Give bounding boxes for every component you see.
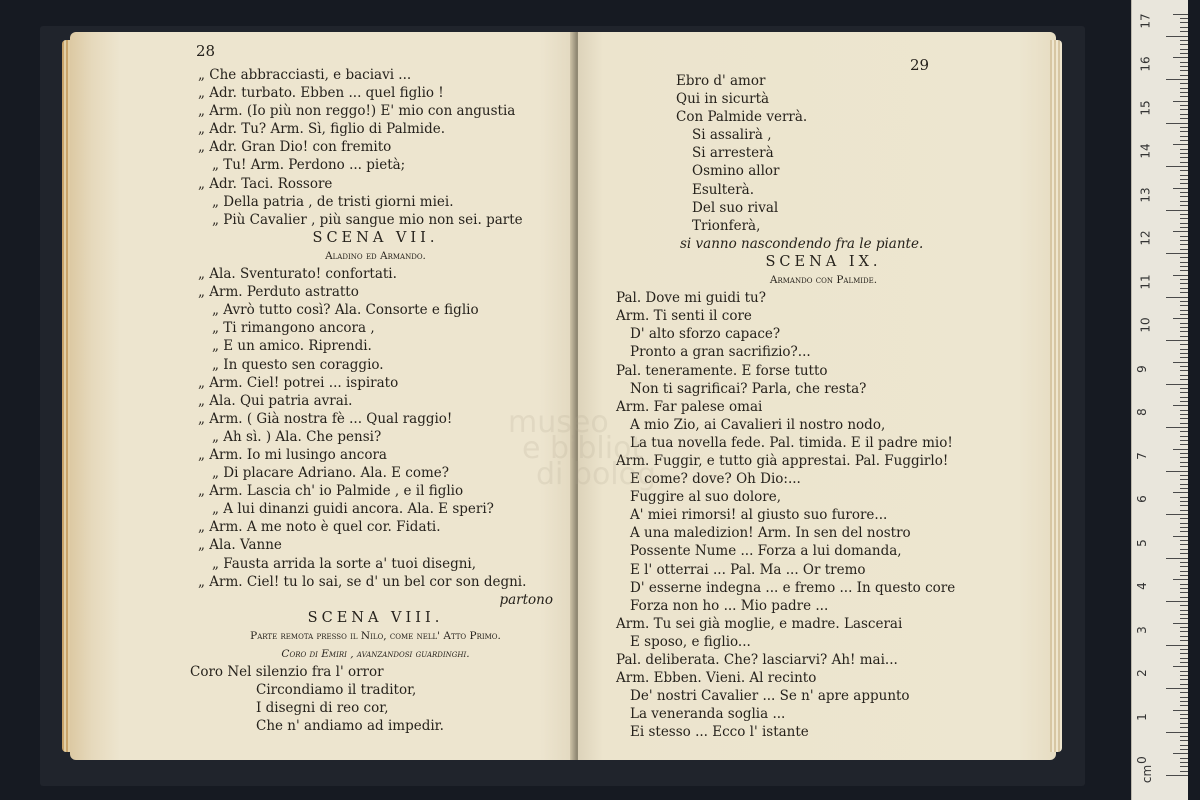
ruler-tick	[1180, 44, 1188, 45]
ruler-tick	[1180, 505, 1188, 506]
measurement-ruler	[1131, 0, 1188, 800]
text-line: „ Arm. Io mi lusingo ancora	[198, 446, 387, 463]
text-line: „ Tu! Arm. Perdono ... pietà;	[212, 157, 406, 174]
ruler-tick	[1180, 584, 1188, 585]
ruler-tick	[1173, 710, 1188, 711]
ruler-tick	[1180, 662, 1188, 663]
ruler-tick	[1180, 192, 1188, 193]
ruler-tick	[1166, 166, 1188, 167]
ruler-tick	[1180, 423, 1188, 424]
left-page-text	[190, 66, 553, 735]
ruler-tick	[1180, 636, 1188, 637]
ruler-tick	[1180, 758, 1188, 759]
ruler-tick	[1180, 301, 1188, 302]
ruler-tick	[1166, 514, 1188, 515]
text-line: „ E un amico. Riprendi.	[212, 338, 372, 355]
ruler-tick	[1180, 444, 1188, 445]
ruler-tick	[1180, 27, 1188, 28]
ruler-label: 8	[1134, 408, 1149, 416]
text-line: „ A lui dinanzi guidi ancora. Ala. E speri?	[212, 501, 494, 518]
ruler-tick	[1180, 201, 1188, 202]
ruler-tick	[1180, 766, 1188, 767]
ruler-tick	[1180, 562, 1188, 563]
ruler-label: 13	[1138, 186, 1153, 203]
ruler-tick	[1180, 410, 1188, 411]
ruler-label: 15	[1138, 99, 1153, 116]
ruler-tick	[1166, 384, 1188, 385]
ruler-tick	[1173, 188, 1188, 189]
ruler-label: 6	[1134, 495, 1149, 503]
ruler-tick	[1180, 136, 1188, 137]
ruler-tick	[1180, 762, 1188, 763]
ruler-tick	[1180, 118, 1188, 119]
text-line: „ Arm. Ciel! potrei ... ispirato	[198, 374, 399, 391]
ruler-tick	[1166, 79, 1188, 80]
ruler-tick	[1180, 592, 1188, 593]
text-line: „ Arm. (Io più non reggo!) E' mio con angustia	[198, 103, 516, 120]
ruler-tick	[1180, 83, 1188, 84]
ruler-tick	[1180, 484, 1188, 485]
text-line: Coro Nel silenzio fra l' orror	[190, 664, 384, 681]
text-line: „ Arm. Perduto astratto	[198, 284, 359, 301]
text-line: „ Arm. Ciel! tu lo sai, se d' un bel cor son degni.	[198, 573, 527, 590]
ruler-tick	[1180, 88, 1188, 89]
text-line: SCENA VII.	[312, 229, 439, 246]
ruler-tick	[1180, 723, 1188, 724]
text-line: A una maledizion! Arm. In sen del nostro	[630, 525, 911, 542]
ruler-tick	[1180, 262, 1188, 263]
text-line: Pal. teneramente. E forse tutto	[616, 362, 828, 379]
ruler-tick	[1180, 397, 1188, 398]
watermark-text: museo	[508, 405, 609, 440]
ruler-tick	[1180, 640, 1188, 641]
watermark-text: di bolog	[536, 457, 657, 492]
ruler-tick	[1166, 688, 1188, 689]
text-line: „ Ala. Qui patria avrai.	[198, 392, 353, 409]
text-line: D' esserne indegna ... e fremo ... In questo core	[630, 579, 956, 596]
ruler-tick	[1173, 231, 1188, 232]
ruler-label: 10	[1138, 317, 1153, 333]
ruler-tick	[1180, 501, 1188, 502]
ruler-tick	[1180, 249, 1188, 250]
ruler-tick	[1180, 692, 1188, 693]
text-line: „ Della patria , de tristi giorni miei.	[212, 193, 454, 210]
text-line: Arm. Tu sei già moglie, e madre. Lascerai	[616, 615, 903, 632]
ruler-tick	[1180, 727, 1188, 728]
ruler-tick	[1180, 653, 1188, 654]
ruler-tick	[1180, 418, 1188, 419]
ruler-tick	[1180, 575, 1188, 576]
ruler-tick	[1180, 488, 1188, 489]
text-line: „ Che abbracciasti, e baciavi ...	[198, 67, 412, 83]
ruler-tick	[1180, 305, 1188, 306]
text-line: „ Più Cavalier , più sangue mio non sei. parte	[212, 211, 523, 228]
ruler-tick	[1180, 497, 1188, 498]
ruler-tick	[1180, 745, 1188, 746]
text-line: „ Ala. Vanne	[198, 537, 282, 554]
ruler-tick	[1173, 57, 1188, 58]
ruler-tick	[1180, 658, 1188, 659]
text-line: A' miei rimorsi! al giusto suo furore...	[630, 507, 888, 524]
text-line: Arm. Ebben. Vieni. Al recinto	[616, 670, 817, 687]
text-line: Ei stesso ... Ecco l' istante	[630, 724, 809, 741]
ruler-tick	[1180, 105, 1188, 106]
ruler-tick	[1180, 701, 1188, 702]
ruler-tick	[1180, 631, 1188, 632]
text-line: Coro di Emiri , avanzandosi guardinghi.	[281, 648, 470, 660]
text-line: A mio Zio, ai Cavalieri il nostro nodo,	[630, 416, 886, 433]
ruler-tick	[1173, 623, 1188, 624]
text-line: SCENA VIII.	[307, 609, 444, 626]
ruler-tick	[1180, 140, 1188, 141]
page-number-right: 29	[910, 56, 930, 74]
text-line: Pal. deliberata. Che? lasciarvi? Ah! mai...	[616, 652, 898, 668]
ruler-tick	[1180, 453, 1188, 454]
ruler-tick	[1180, 96, 1188, 97]
ruler-label: 4	[1134, 582, 1149, 590]
ruler-tick	[1180, 540, 1188, 541]
ruler-tick	[1180, 53, 1188, 54]
ruler-label: 7	[1134, 451, 1149, 460]
ruler-tick	[1173, 753, 1188, 754]
ruler-tick	[1180, 323, 1188, 324]
ruler-tick	[1180, 114, 1188, 115]
ruler-tick	[1180, 740, 1188, 741]
text-line: „ Di placare Adriano. Ala. E come?	[212, 465, 450, 482]
ruler-tick	[1180, 649, 1188, 650]
ruler-tick	[1180, 62, 1188, 63]
ruler-tick	[1180, 527, 1188, 528]
text-line: Fuggire al suo dolore,	[630, 489, 782, 506]
ruler-tick	[1173, 144, 1188, 145]
ruler-tick	[1173, 318, 1188, 319]
watermark-text: e bibliot	[522, 431, 644, 466]
ruler-tick	[1180, 244, 1188, 245]
ruler-tick	[1180, 127, 1188, 128]
text-line: Osmino allor	[692, 163, 780, 180]
ruler-tick	[1180, 157, 1188, 158]
text-line: D' alto sforzo capace?	[630, 326, 781, 343]
ruler-tick	[1180, 357, 1188, 358]
ruler-tick	[1180, 414, 1188, 415]
text-line: partono	[499, 591, 553, 608]
text-line: Forza non ho ... Mio padre ...	[630, 597, 829, 614]
text-line: Parte remota presso il Nilo, come nell' Atto Primo.	[250, 629, 501, 642]
text-line: Arm. Fuggir, e tutto già apprestai. Pal. Fuggirlo!	[616, 452, 949, 469]
ruler-tick	[1180, 714, 1188, 715]
ruler-tick	[1180, 553, 1188, 554]
ruler-tick	[1180, 223, 1188, 224]
ruler-tick	[1180, 457, 1188, 458]
ruler-tick	[1180, 605, 1188, 606]
ruler-tick	[1180, 736, 1188, 737]
ruler-tick	[1166, 427, 1188, 428]
text-line: Circondiamo il traditor,	[256, 682, 417, 699]
ruler-tick	[1166, 558, 1188, 559]
text-line: Con Palmide verrà.	[676, 109, 808, 126]
ruler-tick	[1166, 645, 1188, 646]
ruler-tick	[1180, 353, 1188, 354]
text-line: Qui in sicurtà	[676, 91, 770, 108]
text-line: si vanno nascondendo fra le piante.	[680, 235, 924, 252]
ruler-tick	[1180, 436, 1188, 437]
text-line: Ebro d' amor	[676, 73, 766, 89]
ruler-tick	[1180, 675, 1188, 676]
text-line: E l' otterrai ... Pal. Ma ... Or tremo	[630, 561, 866, 578]
text-line: „ Arm. A me noto è quel cor. Fidati.	[198, 519, 441, 536]
ruler-tick	[1180, 66, 1188, 67]
ruler-tick	[1180, 331, 1188, 332]
text-line: Si assalirà ,	[692, 127, 772, 144]
ruler-tick	[1180, 170, 1188, 171]
ruler-tick	[1173, 579, 1188, 580]
text-line: Arm. Ti senti il core	[616, 308, 752, 325]
text-line: Del suo rival	[692, 199, 779, 216]
ruler-tick	[1180, 375, 1188, 376]
text-line: „ Arm. Lascia ch' io Palmide , e il figlio	[198, 483, 464, 500]
ruler-tick	[1180, 257, 1188, 258]
ruler-tick	[1180, 175, 1188, 176]
ruler-tick	[1180, 314, 1188, 315]
ruler-tick	[1180, 431, 1188, 432]
ruler-tick	[1180, 70, 1188, 71]
ruler-tick	[1173, 14, 1188, 15]
ruler-label: 17	[1138, 12, 1153, 29]
ruler-tick	[1180, 531, 1188, 532]
ruler-tick	[1180, 283, 1188, 284]
ruler-tick	[1180, 479, 1188, 480]
ruler-tick	[1180, 349, 1188, 350]
ruler-tick	[1180, 718, 1188, 719]
ruler-tick	[1180, 40, 1188, 41]
ruler-label: 16	[1138, 56, 1153, 72]
ruler-tick	[1180, 336, 1188, 337]
text-line: „ In questo sen coraggio.	[212, 356, 384, 373]
text-line: Pal. Dove mi guidi tu?	[616, 290, 766, 307]
ruler-label: 3	[1134, 625, 1149, 634]
ruler-tick	[1180, 327, 1188, 328]
ruler-tick	[1180, 149, 1188, 150]
ruler-label: 12	[1138, 230, 1153, 246]
left-page	[70, 32, 575, 760]
ruler-tick	[1166, 36, 1188, 37]
text-line: Non ti sagrificai? Parla, che resta?	[630, 380, 867, 397]
text-line: E sposo, e figlio...	[630, 633, 751, 650]
ruler-tick	[1180, 610, 1188, 611]
page-edges-right	[1050, 40, 1062, 752]
text-line: „ Ah sì. ) Ala. Che pensi?	[212, 428, 382, 445]
ruler-tick	[1166, 775, 1188, 776]
text-line: I disegni di reo cor,	[256, 700, 389, 717]
ruler-tick	[1173, 101, 1188, 102]
ruler-tick	[1180, 205, 1188, 206]
ruler-tick	[1180, 749, 1188, 750]
ruler-label: 14	[1138, 143, 1153, 159]
ruler-tick	[1166, 471, 1188, 472]
ruler-tick	[1166, 123, 1188, 124]
ruler-tick	[1180, 697, 1188, 698]
text-line: „ Ala. Sventurato! confortati.	[198, 266, 397, 283]
ruler-tick	[1180, 218, 1188, 219]
text-line: La tua novella fede. Pal. timida. E il padre mio!	[630, 434, 953, 451]
ruler-label: 5	[1134, 538, 1149, 547]
text-line: Arm. Far palese omai	[616, 398, 763, 415]
text-line: SCENA IX.	[765, 253, 882, 270]
ruler-tick	[1180, 162, 1188, 163]
text-line: „ Avrò tutto così? Ala. Consorte e figlio	[212, 302, 479, 319]
ruler-tick	[1180, 153, 1188, 154]
ruler-tick	[1180, 392, 1188, 393]
ruler-tick	[1180, 671, 1188, 672]
ruler-tick	[1180, 379, 1188, 380]
ruler-tick	[1180, 510, 1188, 511]
text-line: E come? dove? Oh Dio:...	[630, 471, 801, 488]
text-line: „ Ti rimangono ancora ,	[212, 320, 375, 337]
ruler-tick	[1180, 18, 1188, 19]
ruler-tick	[1180, 618, 1188, 619]
text-line: „ Adr. turbato. Ebben ... quel figlio !	[198, 85, 444, 102]
text-line: „ Adr. Gran Dio! con fremito	[198, 139, 392, 156]
text-line: Armando con Palmide.	[769, 274, 878, 287]
open-book	[62, 32, 1062, 762]
ruler-tick	[1180, 588, 1188, 589]
text-line: „ Adr. Tu? Arm. Sì, figlio di Palmide.	[198, 121, 446, 138]
text-line: Si arresterà	[692, 145, 774, 162]
ruler-tick	[1180, 627, 1188, 628]
text-line: Esulterà.	[692, 181, 755, 198]
ruler-tick	[1180, 344, 1188, 345]
text-line: De' nostri Cavalier ... Se n' apre appunto	[630, 688, 910, 705]
ruler-tick	[1180, 614, 1188, 615]
ruler-tick	[1166, 210, 1188, 211]
ruler-tick	[1166, 732, 1188, 733]
ruler-label: 0	[1134, 756, 1149, 764]
ruler-tick	[1180, 401, 1188, 402]
ruler-tick	[1180, 705, 1188, 706]
text-line: Pronto a gran sacrifizio?...	[630, 344, 811, 361]
ruler-tick	[1180, 288, 1188, 289]
ruler-tick	[1173, 275, 1188, 276]
text-line: „ Fausta arrida la sorte a' tuoi disegni,	[212, 555, 477, 572]
ruler-tick	[1180, 266, 1188, 267]
ruler-tick	[1180, 544, 1188, 545]
ruler-tick	[1166, 297, 1188, 298]
ruler-tick	[1180, 240, 1188, 241]
text-line: Che n' andiamo ad impedir.	[256, 718, 444, 735]
ruler-tick	[1180, 49, 1188, 50]
ruler-tick	[1173, 449, 1188, 450]
ruler-tick	[1180, 179, 1188, 180]
ruler-tick	[1180, 771, 1188, 772]
ruler-label: 11	[1138, 273, 1153, 290]
ruler-tick	[1180, 466, 1188, 467]
ruler-tick	[1180, 22, 1188, 23]
ruler-tick	[1180, 549, 1188, 550]
ruler-tick	[1180, 388, 1188, 389]
ruler-tick	[1173, 492, 1188, 493]
ruler-tick	[1180, 227, 1188, 228]
ruler-label: 1	[1134, 712, 1149, 721]
text-line: Trionferà,	[692, 217, 761, 234]
ruler-label: 9	[1134, 364, 1149, 373]
ruler-tick	[1180, 366, 1188, 367]
page-number-left: 28	[196, 42, 216, 60]
text-line: „ Arm. ( Già nostra fè ... Qual raggio!	[198, 410, 453, 427]
ruler-tick	[1180, 440, 1188, 441]
ruler-tick	[1180, 518, 1188, 519]
text-line: La veneranda soglia ...	[630, 706, 786, 723]
text-line: „ Adr. Taci. Rossore	[198, 175, 333, 192]
ruler-tick	[1166, 601, 1188, 602]
ruler-tick	[1180, 370, 1188, 371]
ruler-tick	[1173, 362, 1188, 363]
ruler-tick	[1180, 131, 1188, 132]
text-line: Possente Nume ... Forza a lui domanda,	[630, 543, 902, 560]
ruler-tick	[1180, 236, 1188, 237]
ruler-label: 2	[1134, 669, 1149, 677]
ruler-tick	[1166, 340, 1188, 341]
ruler-tick	[1180, 292, 1188, 293]
ruler-tick	[1180, 183, 1188, 184]
text-line: Aladino ed Armando.	[325, 249, 426, 262]
ruler-tick	[1180, 31, 1188, 32]
ruler-tick	[1180, 109, 1188, 110]
ruler-tick	[1173, 536, 1188, 537]
ruler-tick	[1173, 666, 1188, 667]
ruler-tick	[1166, 253, 1188, 254]
ruler-tick	[1180, 475, 1188, 476]
ruler-tick	[1180, 75, 1188, 76]
ruler-tick	[1180, 462, 1188, 463]
library-watermark	[508, 405, 657, 492]
ruler-tick	[1173, 405, 1188, 406]
ruler-tick	[1180, 214, 1188, 215]
ruler-tick	[1180, 571, 1188, 572]
ruler-tick	[1180, 270, 1188, 271]
ruler-unit-label: cm	[1140, 764, 1155, 784]
ruler-tick	[1180, 679, 1188, 680]
ruler-tick	[1180, 92, 1188, 93]
ruler-tick	[1180, 279, 1188, 280]
ruler-tick	[1180, 597, 1188, 598]
ruler-tick	[1180, 566, 1188, 567]
ruler-tick	[1180, 684, 1188, 685]
ruler-tick	[1180, 196, 1188, 197]
right-page-text	[616, 72, 1031, 741]
ruler-tick	[1180, 310, 1188, 311]
ruler-tick	[1180, 523, 1188, 524]
